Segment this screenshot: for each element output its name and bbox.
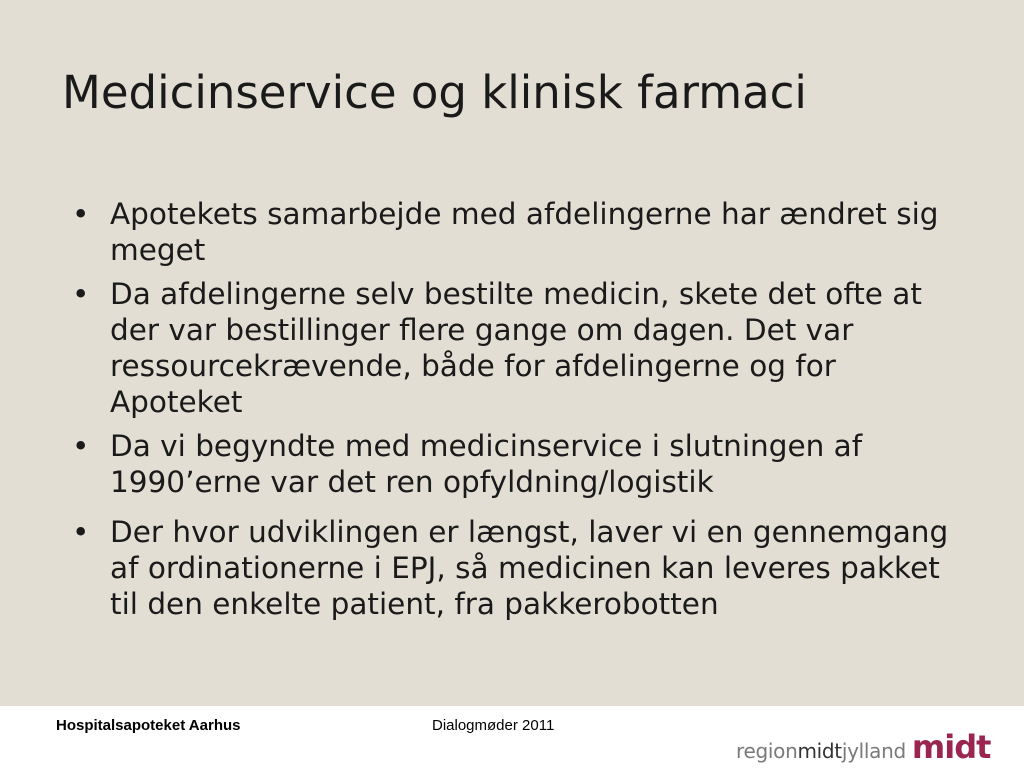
logo-wordmark — [736, 739, 906, 763]
logo-part-region: region — [736, 739, 798, 763]
region-midtjylland-logo — [736, 728, 991, 766]
bullet-dot: • — [72, 197, 90, 231]
bullet-text: Da afdelingerne selv bestilte medicin, skete det ofte at der var bestillinger flere gange om dagen. Det var ressourcekrævende, både for afdelingerne og for Apoteket — [110, 277, 922, 419]
logo-mark: midt — [911, 728, 991, 766]
footer-event: Dialogmøder 2011 — [432, 717, 555, 734]
bullet-text: Da vi begyndte med medicinservice i slutningen af 1990’erne var det ren opfyldning/logistik — [110, 429, 863, 499]
logo-part-midt: midt — [797, 739, 842, 763]
footer-organization: Hospitalsapoteket Aarhus — [56, 717, 241, 734]
logo-part-jylland: jylland — [841, 739, 906, 763]
bullet-text: Apotekets samarbejde med afdelingerne har ændret sig meget — [110, 197, 939, 267]
bullet-item — [72, 428, 972, 500]
bullet-item — [72, 514, 972, 622]
bullet-list — [72, 196, 972, 630]
bullet-dot: • — [72, 277, 90, 311]
bullet-dot: • — [72, 515, 90, 549]
bullet-item — [72, 196, 972, 268]
bullet-dot: • — [72, 429, 90, 463]
bullet-text: Der hvor udviklingen er længst, laver vi en gennemgang af ordinationerne i EPJ, så medicinen kan leveres pakket til den enkelte patient, fra pakkerobotten — [110, 515, 949, 621]
bullet-item — [72, 276, 972, 420]
slide-footer — [0, 706, 1024, 768]
slide-title: Medicinservice og klinisk farmaci — [62, 66, 807, 119]
